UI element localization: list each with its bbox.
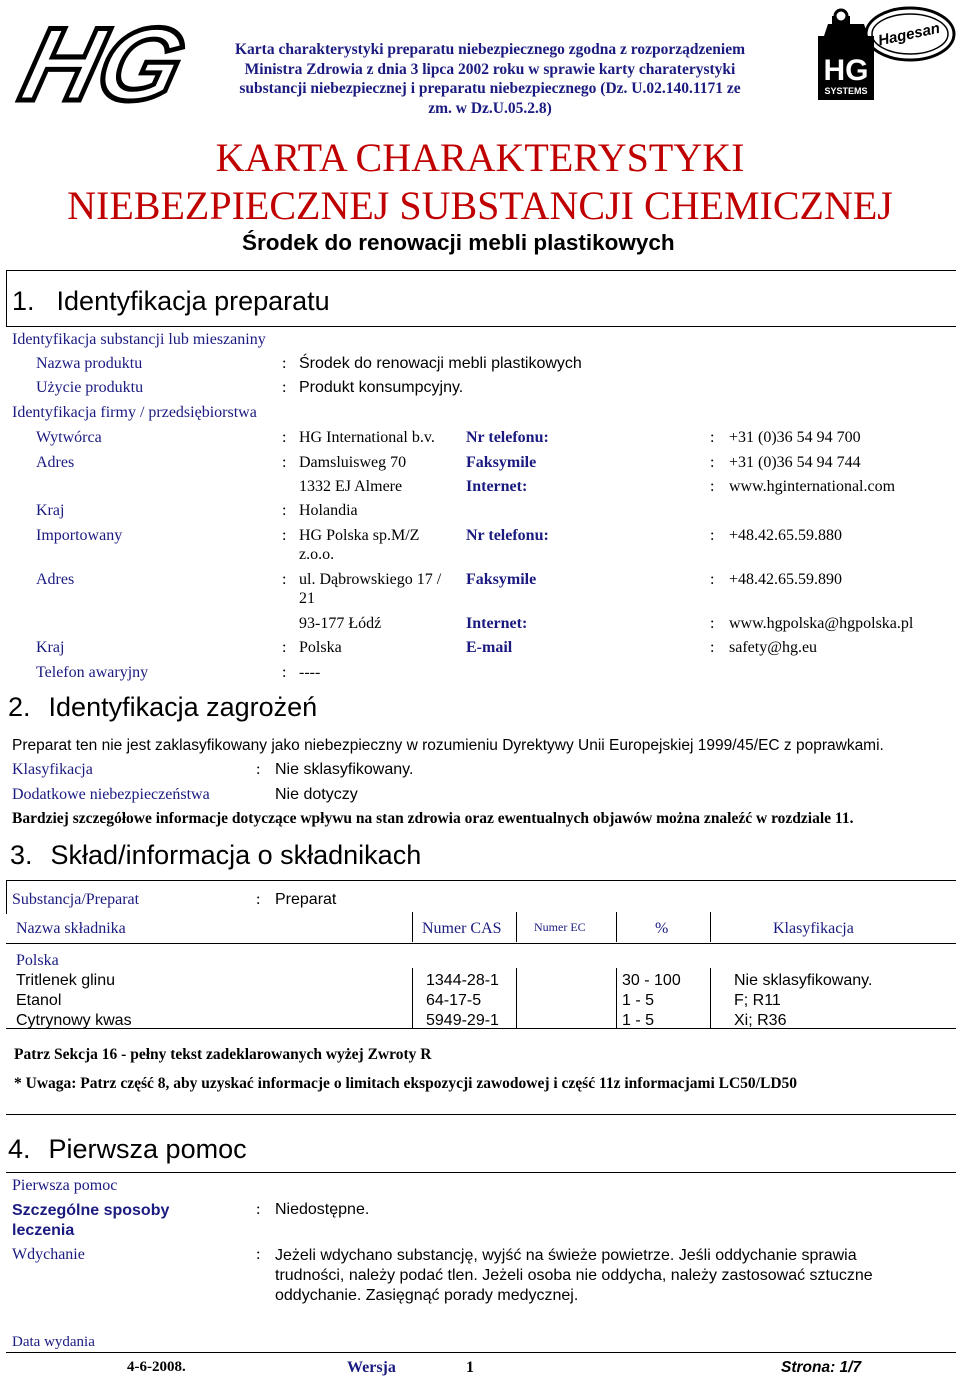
colon: :: [710, 454, 715, 471]
hg-systems-logo: [812, 4, 958, 104]
www1-link[interactable]: www.hginternational.com: [729, 478, 896, 495]
szczegolne-value: Niedostępne.: [275, 1201, 370, 1218]
wersja-value: 1: [466, 1359, 474, 1376]
table-row: [16, 992, 946, 1012]
s1-sub-firma: Identyfikacja firmy / przedsiębiorstwa: [12, 404, 257, 421]
substancja-label: Substancja/Preparat: [12, 891, 140, 908]
substancja-value: Preparat: [275, 891, 337, 908]
colon: :: [710, 429, 715, 446]
s1-sub-identyfikacja: Identyfikacja substancji lub mieszaniny: [12, 331, 266, 348]
row-klas: F; R11: [734, 992, 781, 1009]
row-pct: 30 - 100: [622, 972, 681, 989]
section-3-number: 3.: [10, 840, 33, 870]
hg-systems-systems-text: SYSTEMS: [824, 86, 868, 96]
szczegolne-label: [12, 1201, 169, 1241]
table-row: [16, 972, 946, 992]
www2-link[interactable]: www.hgpolska@hgpolska.pl: [729, 615, 914, 632]
colon: :: [710, 571, 715, 588]
colon: :: [282, 664, 287, 681]
colon: :: [282, 527, 287, 544]
importowany-value-line-2: z.o.o.: [299, 546, 335, 563]
wytworca-label: Wytwórca: [36, 429, 102, 446]
www1-label: Internet:: [466, 478, 528, 495]
s3-note-2: * Uwaga: Patrz część 8, aby uzyskać informacje o limitach ekspozycji zawodowej i część 11z informacjami LC50/LD50: [14, 1075, 798, 1092]
legal-line-3: substancji niebezpiecznej i preparatu niebezpiecznego (Dz. U.02.140.1171 ze: [239, 80, 741, 97]
dodatkowe-value: Nie dotyczy: [275, 786, 358, 803]
section-3-heading: [10, 840, 421, 871]
s2-intro: Preparat ten nie jest zaklasyfikowany jako niebezpieczny w rozumieniu Dyrektywy Unii Europejskiej 1999/45/EC z poprawkami.: [12, 737, 884, 754]
col-cas-header: Numer CAS: [422, 920, 502, 937]
data-wydania-label: Data wydania: [12, 1334, 95, 1350]
klasyfikacja-value: Nie sklasyfikowany.: [275, 761, 414, 778]
kraj-label: Kraj: [36, 502, 65, 519]
col-ec-header: Numer EC: [534, 920, 586, 934]
colon: :: [256, 761, 261, 778]
colon: :: [282, 454, 287, 471]
szczegolne-label-line-2: leczenia: [12, 1222, 75, 1239]
uzycie-produktu-value: Produkt konsumpcyjny.: [299, 379, 464, 396]
colon: :: [710, 639, 715, 656]
legal-line-1: Karta charakterystyki preparatu niebezpiecznego zgodna z rozporządzeniem: [235, 41, 745, 58]
adres-value-line-1: Damsluisweg 70: [299, 454, 407, 471]
fax2-value: +48.42.65.59.890: [729, 571, 843, 588]
fax2-label: Faksymile: [466, 571, 537, 588]
main-title: [0, 134, 960, 230]
adres-label: Adres: [36, 454, 75, 471]
wersja-label: Wersja: [347, 1359, 396, 1376]
adres2-value-line-3: 93-177 Łódź: [299, 615, 382, 632]
s3-note-1: Patrz Sekcja 16 - pełny tekst zadeklarowanych wyżej Zwroty R: [14, 1046, 432, 1063]
kraj2-value: Polska: [299, 639, 342, 656]
adres-value-line-2: 1332 EJ Almere: [299, 478, 403, 495]
section-2-title: Identyfikacja zagrożeń: [48, 692, 318, 722]
table-row: [16, 1012, 946, 1032]
page-number: Strona: 1/7: [781, 1359, 862, 1376]
row-pct: 1 - 5: [622, 1012, 655, 1029]
col-nazwa-header: Nazwa składnika: [16, 920, 126, 937]
wdychanie-value: [275, 1246, 873, 1306]
colon: :: [282, 429, 287, 446]
section-3-title: Skład/informacja o składnikach: [50, 840, 422, 870]
wdychanie-line-3: oddychanie. Zasięgnąć porady medycznej.: [275, 1287, 579, 1304]
section-2-heading: [8, 692, 317, 723]
section-4-number: 4.: [8, 1134, 31, 1164]
uzycie-produktu-label: Użycie produktu: [36, 379, 144, 396]
www2-label: Internet:: [466, 615, 528, 632]
colon: :: [256, 1246, 261, 1263]
adres2-label: Adres: [36, 571, 75, 588]
colon: :: [282, 379, 287, 396]
colon: :: [282, 502, 287, 519]
telefon-awaryjny-value: ----: [299, 664, 321, 681]
section-4-title: Pierwsza pomoc: [48, 1134, 247, 1164]
hagesan-text: Hagesan: [876, 19, 942, 50]
wdychanie-line-2: trudności, należy podać tlen. Jeżeli osoba nie oddycha, należy zastosować sztuczne: [275, 1267, 873, 1284]
colon: :: [282, 355, 287, 372]
szczegolne-label-line-1: Szczególne sposoby: [12, 1202, 170, 1219]
colon: :: [256, 1201, 261, 1218]
section-1-title: Identyfikacja preparatu: [56, 286, 330, 316]
adres2-value-line-2: 21: [299, 590, 315, 607]
main-title-line-2: NIEBEZPIECZNEJ SUBSTANCJI CHEMICZNEJ: [67, 183, 893, 228]
col-klas-header: Klasyfikacja: [773, 920, 854, 937]
hg-systems-hg-text: HG: [823, 54, 869, 87]
hg-logo-text: HG: [10, 14, 188, 112]
row-name: Tritlenek glinu: [16, 972, 116, 989]
kraj2-label: Kraj: [36, 639, 65, 656]
colon: :: [710, 478, 715, 495]
email-label: E-mail: [466, 639, 513, 656]
section-1-heading: [12, 286, 330, 317]
row-pct: 1 - 5: [622, 992, 655, 1009]
section-2-number: 2.: [8, 692, 31, 722]
row-name: Cytrynowy kwas: [16, 1012, 132, 1029]
wdychanie-line-1: Jeżeli wdychano substancję, wyjść na świeże powietrze. Jeśli oddychanie sprawia: [275, 1247, 857, 1264]
kraj-value: Holandia: [299, 502, 358, 519]
adres2-value-line-1: ul. Dąbrowskiego 17 /: [299, 571, 442, 588]
importowany-value-line-1: HG Polska sp.M/Z: [299, 527, 420, 544]
klasyfikacja-label: Klasyfikacja: [12, 761, 93, 778]
row-name: Etanol: [16, 992, 62, 1009]
nazwa-produktu-value: Środek do renowacji mebli plastikowych: [299, 355, 582, 372]
wdychanie-label: Wdychanie: [12, 1246, 85, 1263]
colon: :: [282, 639, 287, 656]
fax1-label: Faksymile: [466, 454, 537, 471]
row-cas: 5949-29-1: [426, 1012, 499, 1029]
tel2-value: +48.42.65.59.880: [729, 527, 843, 544]
colon: :: [710, 615, 715, 632]
row-klas: Xi; R36: [734, 1012, 787, 1029]
pierwsza-pomoc-sub: Pierwsza pomoc: [12, 1177, 118, 1194]
email-link[interactable]: safety@hg.eu: [729, 639, 818, 656]
fax1-value: +31 (0)36 54 94 744: [729, 454, 861, 471]
s2-note: Bardziej szczegółowe informacje dotyczące wpływu na stan zdrowia oraz ewentualnych objawów można znaleźć w rozdziale 11.: [12, 810, 854, 827]
colon: :: [282, 571, 287, 588]
row-cas: 1344-28-1: [426, 972, 499, 989]
importowany-label: Importowany: [36, 527, 123, 544]
dodatkowe-label: Dodatkowe niebezpieczeństwa: [12, 786, 210, 803]
legal-line-4: zm. w Dz.U.05.2.8): [428, 99, 552, 117]
tel2-label: Nr telefonu:: [466, 527, 549, 544]
tel1-value: +31 (0)36 54 94 700: [729, 429, 861, 446]
row-klas: Nie sklasyfikowany.: [734, 972, 873, 989]
colon: :: [710, 527, 715, 544]
product-subtitle: Środek do renowacji mebli plastikowych: [242, 230, 675, 255]
section-4-heading: [8, 1134, 247, 1165]
row-cas: 64-17-5: [426, 992, 482, 1009]
telefon-awaryjny-label: Telefon awaryjny: [36, 664, 149, 681]
country-polska: Polska: [16, 952, 59, 969]
main-title-line-1: KARTA CHARAKTERYSTYKI: [215, 135, 745, 180]
col-pct-header: %: [655, 920, 669, 937]
nazwa-produktu-label: Nazwa produktu: [36, 355, 143, 372]
legal-header: [200, 40, 780, 118]
legal-line-2: Ministra Zdrowia z dnia 3 lipca 2002 roku w sprawie karty charaterystyki: [244, 60, 736, 78]
data-wydania-value: 4-6-2008.: [127, 1359, 186, 1375]
tel1-label: Nr telefonu:: [466, 429, 549, 446]
section-1-number: 1.: [12, 286, 35, 316]
hg-logo-left: [8, 14, 188, 112]
wytworca-value: HG International b.v.: [299, 429, 435, 446]
colon: :: [256, 891, 261, 908]
